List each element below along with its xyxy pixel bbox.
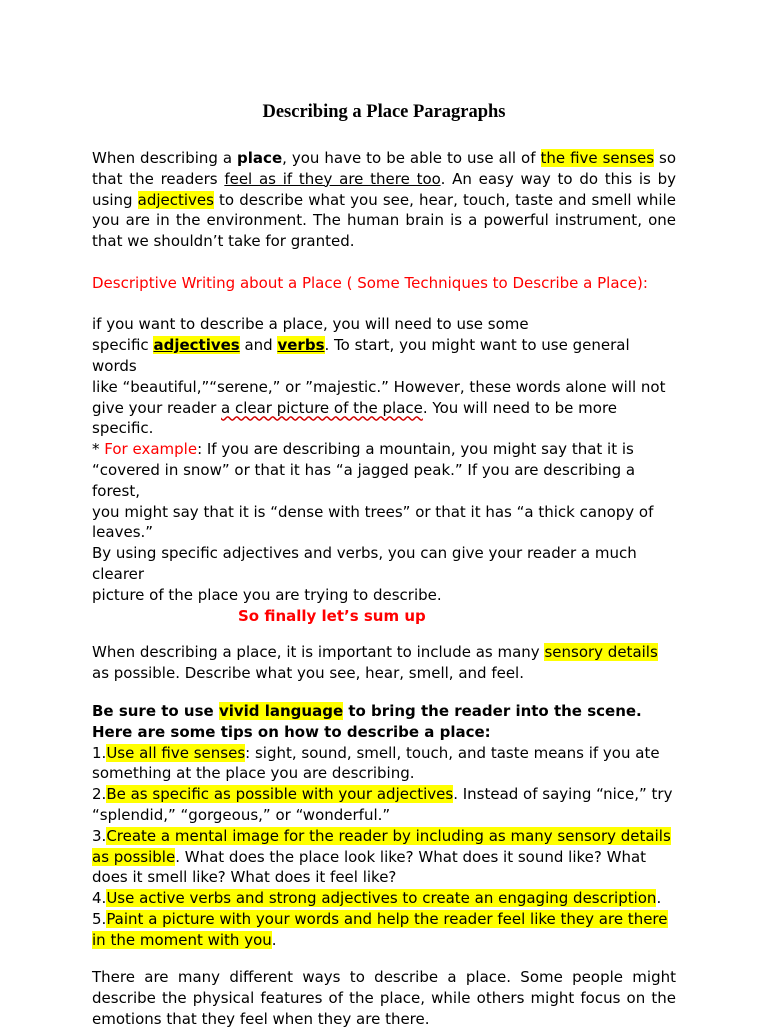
highlight-five-senses: the five senses <box>540 149 655 167</box>
intro-paragraph <box>92 148 676 252</box>
tip-number: 4. <box>92 889 107 908</box>
tip-highlight: Paint a picture with your words and help the reader feel like they are there in the moment with you <box>92 909 668 949</box>
tip-highlight: Create a mental image for the reader by including as many sensory details as possible <box>92 826 671 866</box>
red-heading: Descriptive Writing about a Place ( Some Techniques to Describe a Place): <box>92 273 648 292</box>
tips-intro <box>92 701 676 743</box>
text-line: like “beautiful,”“serene,” or ”majestic.” However, these words alone will not <box>92 377 666 396</box>
tip-text: . <box>271 930 277 949</box>
highlight-adjectives: adjectives <box>137 190 214 209</box>
list-item <box>92 909 676 951</box>
text-run: When describing a place, it is important to include as many <box>92 643 545 662</box>
text-line: you might say that it is “dense with trees” or that it has “a thick canopy of <box>92 502 654 521</box>
text-line: leaves.” <box>92 523 154 542</box>
sum-up-heading: So finally let’s sum up <box>238 606 426 625</box>
tip-number: 2. <box>92 785 107 804</box>
tip-text: . What does the place look like? What does it sound like? What does it smell like? What does it feel like? <box>92 847 647 887</box>
tips-list <box>92 743 676 951</box>
list-item <box>92 743 676 785</box>
text-run: . To start, you might want to use general words <box>92 336 630 375</box>
text-run: to describe what you see, hear, touch, taste and smell while you are in the environment. The human brain is a powerful instrument, one that we shouldn’t take for granted. <box>92 190 676 251</box>
spellcheck-underlined: a clear picture of the place <box>221 398 423 417</box>
tip-text: : sight, sound, smell, touch, and taste means if you ate something at the place you are describing. <box>92 743 660 783</box>
sensory-paragraph <box>92 642 676 684</box>
tip-number: 1. <box>92 743 107 762</box>
tip-highlight: Be as specific as possible with your adjectives <box>106 785 454 804</box>
text-run: to bring the reader into the scene. Here are some tips on how to describe a place: <box>92 701 642 741</box>
text-line <box>92 439 676 460</box>
highlight-sensory-details: sensory details <box>544 643 658 662</box>
list-item <box>92 888 676 909</box>
techniques-paragraph <box>92 314 676 605</box>
text-run: specific <box>92 336 154 355</box>
text-run: . You will need to be more specific. <box>92 398 618 438</box>
text-run: give your reader <box>92 398 222 417</box>
list-item <box>92 826 676 888</box>
text-run: and <box>239 336 278 355</box>
tip-text: . Instead of saying “nice,” try “splendid,” “gorgeous,” or “wonderful.” <box>92 785 673 824</box>
underlined-feel: feel as if they are there too <box>224 169 441 188</box>
text-run: Be sure to use <box>92 701 219 720</box>
text-line: if you want to describe a place, you will need to use some <box>92 315 529 334</box>
tip-number: 3. <box>92 826 107 845</box>
tip-highlight: Use all five senses <box>106 743 246 762</box>
bold-place: place <box>237 149 283 167</box>
highlight-adjectives-bold: adjectives <box>153 336 240 355</box>
closing-paragraph: There are many different ways to describe a place. Some people might describe the physical features of the place, while others might focus on the emotions that they feel when they are there. <box>92 968 676 1029</box>
text-run: as possible. Describe what you see, hear, smell, and feel. <box>92 664 524 683</box>
highlight-verbs-bold: verbs <box>277 336 325 355</box>
tip-highlight: Use active verbs and strong adjectives to create an engaging description <box>106 889 657 908</box>
text-line <box>92 335 676 377</box>
text-run: . An easy way to do this is by using <box>92 169 677 209</box>
text-run: , you have to be able to use all of <box>282 149 541 167</box>
text-line: picture of the place you are trying to describe. <box>92 585 442 604</box>
highlight-vivid-language: vivid language <box>218 701 344 720</box>
text-run: * <box>92 440 105 459</box>
tip-text: . <box>656 889 662 908</box>
document-title: Describing a Place Paragraphs <box>262 102 506 122</box>
red-for-example: For example <box>104 440 198 459</box>
text-line <box>92 398 676 440</box>
text-run: so that the readers <box>92 149 676 188</box>
text-run: : If you are describing a mountain, you might say that it is <box>197 440 634 459</box>
list-item <box>92 784 676 826</box>
text-line: “covered in snow” or that it has “a jagged peak.” If you are describing a forest, <box>92 460 636 500</box>
tip-number: 5. <box>92 909 107 928</box>
text-line: By using specific adjectives and verbs, you can give your reader a much clearer <box>92 544 637 583</box>
text-run: When describing a <box>92 149 238 167</box>
